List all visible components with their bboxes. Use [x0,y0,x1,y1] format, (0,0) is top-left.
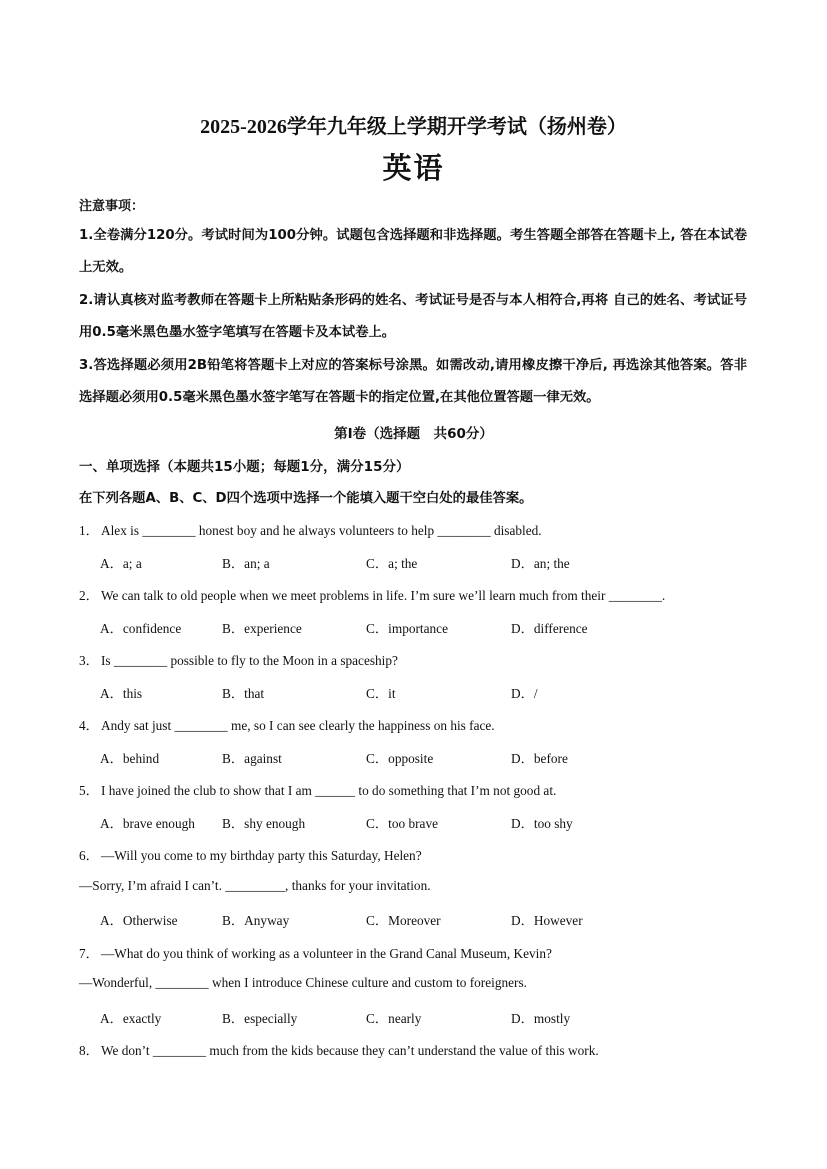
part-heading: 一、单项选择（本题共15小题；每题1分，满分15分） [79,459,410,475]
option-b[interactable]: B．an; a [222,556,270,571]
question-stem [79,650,398,669]
option-d[interactable]: D．However [511,913,583,928]
option-d[interactable]: D．mostly [511,1011,571,1026]
option-c[interactable]: C．opposite [366,751,434,766]
option-b[interactable]: B．Anyway [222,913,290,928]
option-a[interactable]: A．this [100,686,143,701]
question-stem [79,715,495,734]
option-c[interactable]: C．too brave [366,816,439,831]
option-b[interactable]: B．against [222,751,282,766]
question-number: 1． [79,523,99,538]
option-b[interactable]: B．that [222,686,265,701]
subject-title: 英语 [382,151,445,185]
question-text: —What do you think of working as a volunteer in the Grand Canal Museum, Kevin? [101,946,552,961]
question-number: 5． [79,783,99,798]
option-d[interactable]: D．before [511,751,568,766]
question-number: 7． [79,946,99,961]
option-a[interactable]: A．confidence [100,621,182,636]
question-text: I have joined the club to show that I am ______ to do something that I’m not good at. [101,783,557,798]
option-b[interactable]: B．experience [222,621,302,636]
question-text: Andy sat just ________ me, so I can see clearly the happiness on his face. [101,718,495,733]
question-text: We can talk to old people when we meet problems in life. I’m sure we’ll learn much from their ________. [101,588,666,603]
notice-item-1: 1.全卷满分120分。考试时间为100分钟。试题包含选择题和非选择题。考生答题全部答在答题卡上, 答在本试卷上无效。 [79,228,747,275]
option-d[interactable]: D．difference [511,621,588,636]
option-c[interactable]: C．Moreover [366,913,441,928]
option-c[interactable]: C．nearly [366,1011,422,1026]
option-a[interactable]: A．a; a [100,556,142,571]
option-b[interactable]: B．especially [222,1011,298,1026]
option-a[interactable]: A．exactly [100,1011,162,1026]
question-text: Alex is ________ honest boy and he always volunteers to help ________ disabled. [101,523,542,538]
question-stem [79,780,556,799]
question-stem [79,585,665,604]
dialogue-reply: —Sorry, I’m afraid I can’t. _________, thanks for your invitation. [79,878,431,893]
question-stem [79,520,542,539]
option-c[interactable]: C．importance [366,621,448,636]
question-number: 8． [79,1043,99,1058]
question-stem [79,1040,599,1059]
option-c[interactable]: C．it [366,686,396,701]
question-stem [79,943,552,962]
notice-heading: 注意事项： [79,199,145,214]
notice-item-3: 3.答选择题必须用2B铅笔将答题卡上对应的答案标号涂黑。如需改动,请用橡皮擦干净后, 再选涂其他答案。答非选择题必须用0.5毫米黑色墨水签字笔写在答题卡的指定位置,在其他位置答题一律无效。 [79,358,747,405]
exam-title: 2025-2026学年九年级上学期开学考试（扬州卷） [200,116,627,138]
question-text: Is ________ possible to fly to the Moon in a spaceship? [101,653,398,668]
option-c[interactable]: C．a; the [366,556,418,571]
section-heading: 第I卷（选择题 共60分） [334,426,493,442]
question-number: 4． [79,718,99,733]
option-d[interactable]: D．an; the [511,556,570,571]
option-a[interactable]: A．brave enough [100,816,195,831]
notice-item-2: 2.请认真核对监考教师在答题卡上所粘贴条形码的姓名、考试证号是否与本人相符合,再将 自己的姓名、考试证号用0.5毫米黑色墨水签字笔填写在答题卡及本试卷上。 [79,293,747,340]
option-a[interactable]: A．behind [100,751,160,766]
option-a[interactable]: A．Otherwise [100,913,178,928]
question-number: 3． [79,653,99,668]
question-text: We don’t ________ much from the kids because they can’t understand the value of this work. [101,1043,599,1058]
question-text: —Will you come to my birthday party this Saturday, Helen? [101,848,422,863]
option-d[interactable]: D．/ [511,686,538,701]
question-stem [79,845,422,864]
question-number: 6． [79,848,99,863]
option-b[interactable]: B．shy enough [222,816,306,831]
instruction: 在下列各题A、B、C、D四个选项中选择一个能填入题干空白处的最佳答案。 [79,491,533,506]
dialogue-reply: —Wonderful, ________ when I introduce Chinese culture and custom to foreigners. [79,975,527,990]
question-number: 2． [79,588,99,603]
option-d[interactable]: D．too shy [511,816,573,831]
